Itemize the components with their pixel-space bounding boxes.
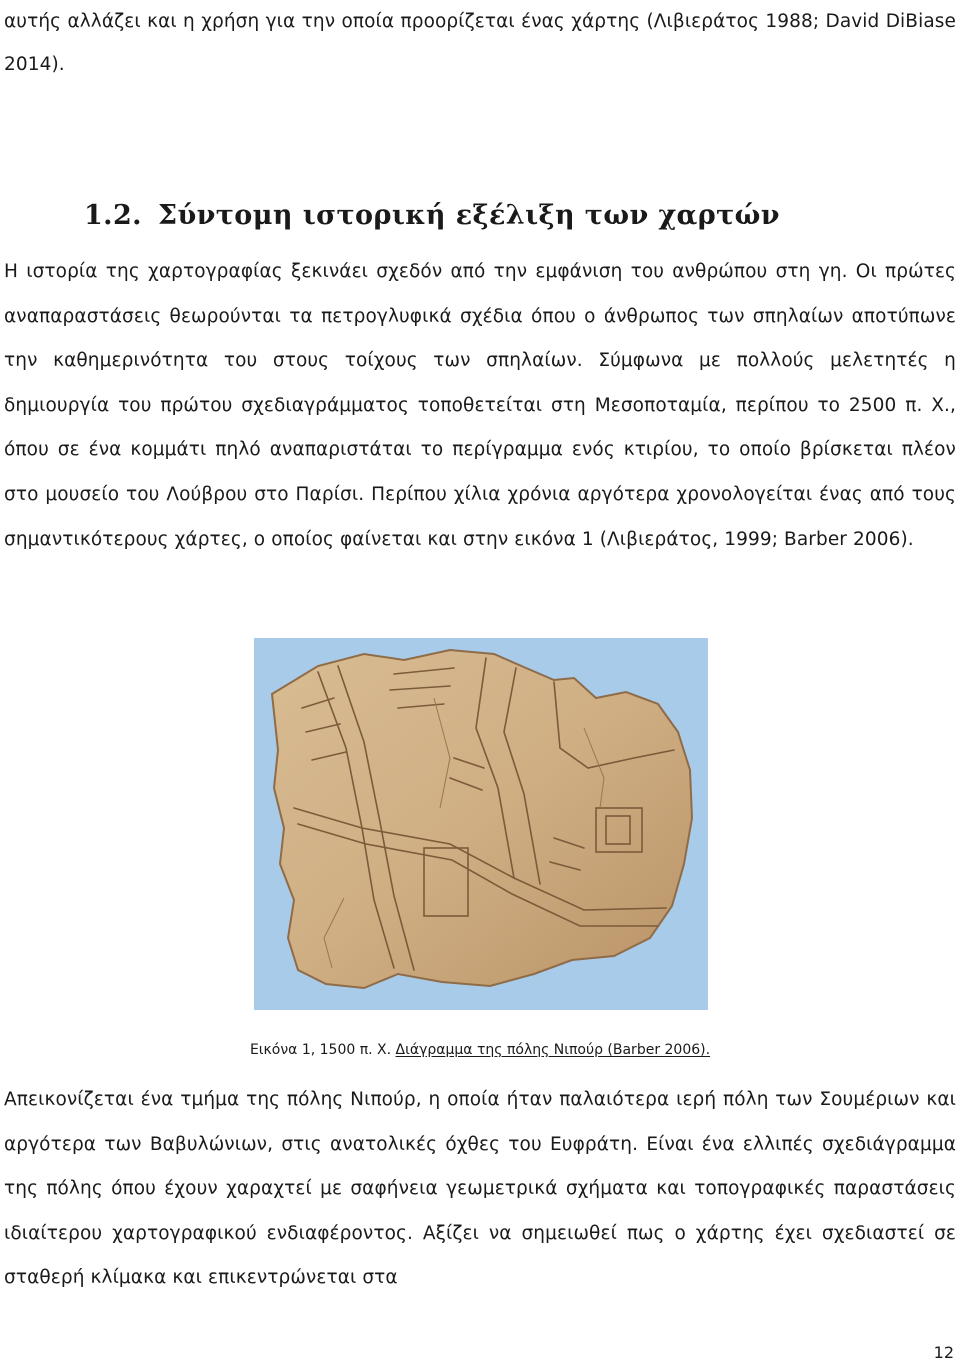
caption-prefix: Εικόνα 1, 1500 π. Χ.	[249, 1042, 396, 1058]
history-paragraph: Η ιστορία της χαρτογραφίας ξεκινάει σχεδόν από την εμφάνιση του ανθρώπου στη γη. Οι πρώτες αναπαραστάσεις θεωρούνται τα πετρογλυφικά σχέδια όπου ο άνθρωπος των σπηλαίων αποτύπωνε την καθημερινότητα του στους τοίχους των σπηλαίων. Σύμφωνα με πολλούς μελετητές η δημιουργία του πρώτου σχεδιαγράμματος τοποθετείται στη Μεσοποταμία, περίπου το 2500 π. Χ., όπου σε ένα κομμάτι πηλό αναπαριστάται το περίγραμμα ενός κτιρίου, το οποίο βρίσκεται πλέον στο μουσείο του Λούβρου στο Παρίσι. Περίπου χίλια χρόνια αργότερα χρονολογείται ένας από τους σημαντικότερους χάρτες, ο οποίος φαίνεται και στην εικόνα 1 (Λιβιεράτος, 1999; Barber 2006).	[4, 261, 956, 550]
figure-caption	[0, 1042, 960, 1058]
page-number: 12	[933, 1343, 954, 1362]
tablet-body	[272, 650, 692, 988]
section-heading	[84, 200, 780, 231]
nippur-tablet-figure	[254, 638, 708, 1010]
clay-tablet-map-image	[254, 638, 708, 1010]
section-number: 1.2.	[84, 200, 142, 231]
intro-continuation-paragraph: αυτής αλλάζει και η χρήση για την οποία προορίζεται ένας χάρτης (Λιβιεράτος 1988; David DiBiase 2014).	[4, 11, 956, 75]
caption-link: Διάγραμμα της πόλης Νιπούρ (Barber 2006).	[395, 1042, 711, 1058]
section-title: Σύντομη ιστορική εξέλιξη των χαρτών	[157, 200, 780, 231]
description-paragraph: Απεικονίζεται ένα τμήμα της πόλης Νιπούρ, η οποία ήταν παλαιότερα ιερή πόλη των Σουμέριων και αργότερα των Βαβυλώνιων, στις ανατολικές όχθες του Ευφράτη. Είναι ένα ελλιπές σχεδιάγραμμα της πόλης όπου έχουν χαραχτεί με σαφήνεια γεωμετρικά σχήματα και τοπογραφικές παραστάσεις ιδιαίτερου χαρτογραφικού ενδιαφέροντος. Αξίζει να σημειωθεί πως ο χάρτης έχει σχεδιαστεί σε σταθερή κλίμακα και επικεντρώνεται στα	[4, 1089, 956, 1289]
